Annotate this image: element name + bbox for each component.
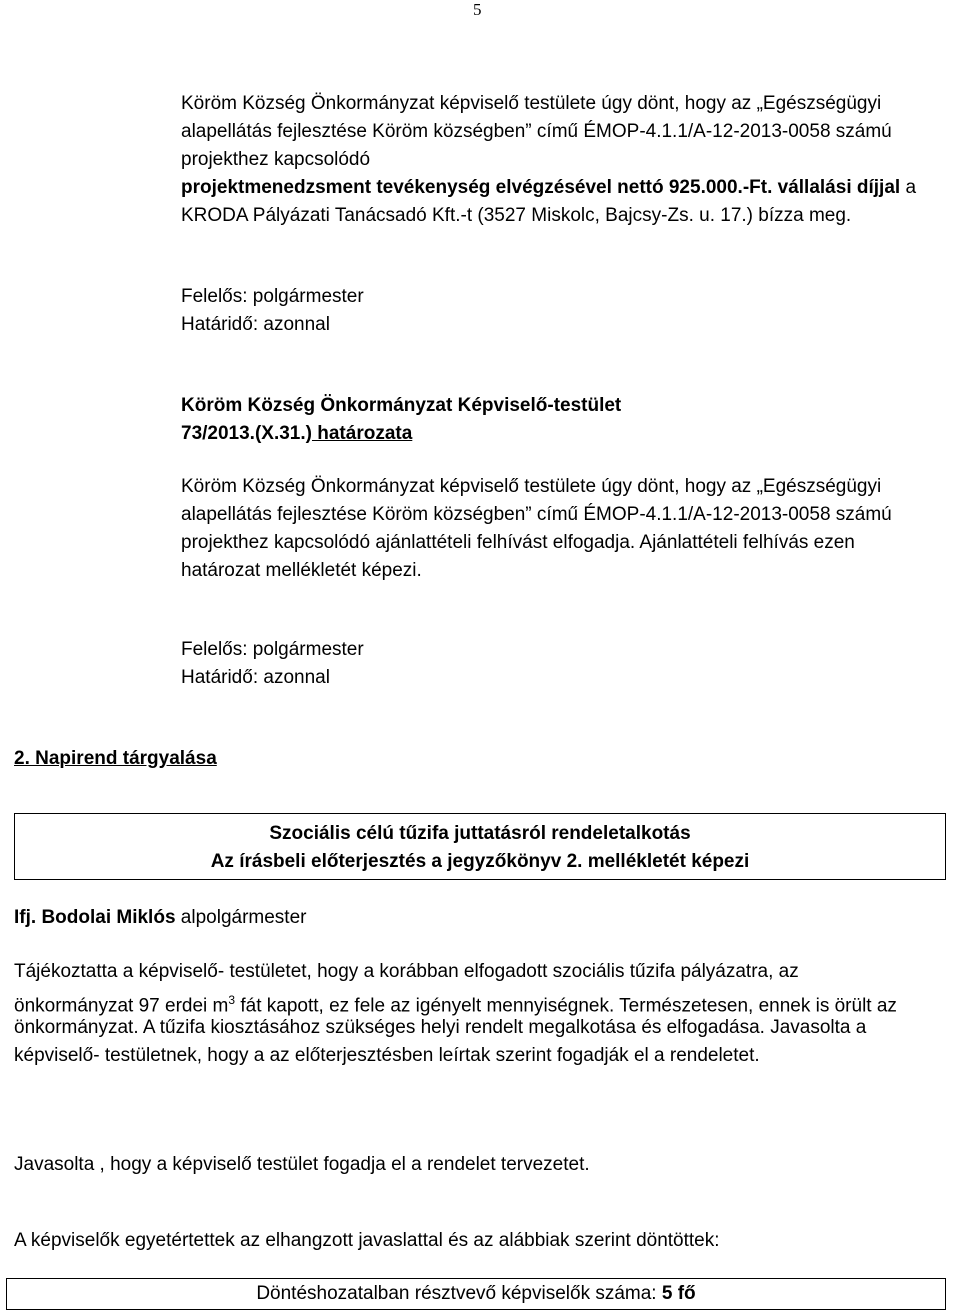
proposal-line: Javasolta , hogy a képviselő testület fogadja el a rendelet tervezetet. <box>14 1154 590 1175</box>
bold-phrase: projektmenedzsment tevékenység elvégzésével nettó 925.000.-Ft. vállalási díjjal <box>181 177 901 198</box>
speaker-line <box>14 904 306 932</box>
decision-count-label: Döntéshozatalban résztvevő képviselők száma: <box>256 1283 662 1304</box>
deadline: Határidő: azonnal <box>181 667 330 688</box>
paragraph-line: alapellátás fejlesztése Köröm községben” című ÉMOP-4.1.1/A-12-2013-0058 számú <box>181 121 892 142</box>
paragraph-line: képviselő- testületnek, hogy a az előterjesztésben leírtak szerint fogadják el a rendeletet. <box>14 1045 760 1066</box>
responsible-person: Felelős: polgármester <box>181 286 364 307</box>
superscript: 3 <box>228 993 236 1007</box>
responsible-person: Felelős: polgármester <box>181 639 364 660</box>
resolution-id: 73/2013.(X.31.) <box>181 423 312 444</box>
page-number: 5 <box>473 0 482 19</box>
text-tail: a <box>900 177 917 198</box>
deadline: Határidő: azonnal <box>181 314 330 335</box>
paragraph-line: Köröm Község Önkormányzat képviselő testülete úgy dönt, hogy az „Egészségügyi <box>181 93 882 114</box>
paragraph-line <box>181 174 916 202</box>
decision-count-box <box>6 1278 946 1310</box>
paragraph-line: Köröm Község Önkormányzat képviselő testülete úgy dönt, hogy az „Egészségügyi <box>181 476 882 497</box>
paragraph-line: projekthez kapcsolódó <box>181 149 371 170</box>
agenda-topic-box <box>14 813 946 880</box>
paragraph-line: Tájékoztatta a képviselő- testületet, hogy a korábban elfogadott szociális tűzifa pályázatra, az <box>14 961 799 982</box>
resolution-number <box>181 420 412 448</box>
decision-count-text <box>7 1280 945 1308</box>
agenda-heading: 2. Napirend tárgyalása <box>14 748 217 769</box>
text-part: fát kapott, ez fele az igényelt mennyiségnek. Természetesen, ennek is örült az <box>235 995 897 1017</box>
decision-count-value: 5 fő <box>661 1283 696 1304</box>
speaker-role: alpolgármester <box>175 907 307 928</box>
resolution-word: határozata <box>311 423 413 444</box>
paragraph-line: önkormányzat. A tűzifa kiosztásához szükséges helyi rendelt megalkotása és elfogadása. Javasolta a <box>14 1017 867 1038</box>
text-part: önkormányzat 97 erdei m <box>14 995 229 1017</box>
resolution-title: Köröm Község Önkormányzat Képviselő-testület <box>181 395 622 416</box>
speaker-name: Ifj. Bodolai Miklós <box>14 907 176 928</box>
agreement-line: A képviselők egyetértettek az elhangzott javaslattal és az alábbiak szerint döntöttek: <box>14 1230 720 1251</box>
paragraph-line: alapellátás fejlesztése Köröm községben” című ÉMOP-4.1.1/A-12-2013-0058 számú <box>181 504 892 525</box>
paragraph-line: határozat mellékletét képezi. <box>181 560 422 581</box>
paragraph-line: projekthez kapcsolódó ajánlattételi felhívást elfogadja. Ajánlattételi felhívás ezen <box>181 532 855 553</box>
paragraph-line: KRODA Pályázati Tanácsadó Kft.-t (3527 Miskolc, Bajcsy-Zs. u. 17.) bízza meg. <box>181 205 852 226</box>
agenda-topic-note: Az írásbeli előterjesztés a jegyzőkönyv 2. mellékletét képezi <box>210 851 750 872</box>
agenda-topic-title: Szociális célú tűzifa juttatásról rendeletalkotás <box>269 823 691 844</box>
